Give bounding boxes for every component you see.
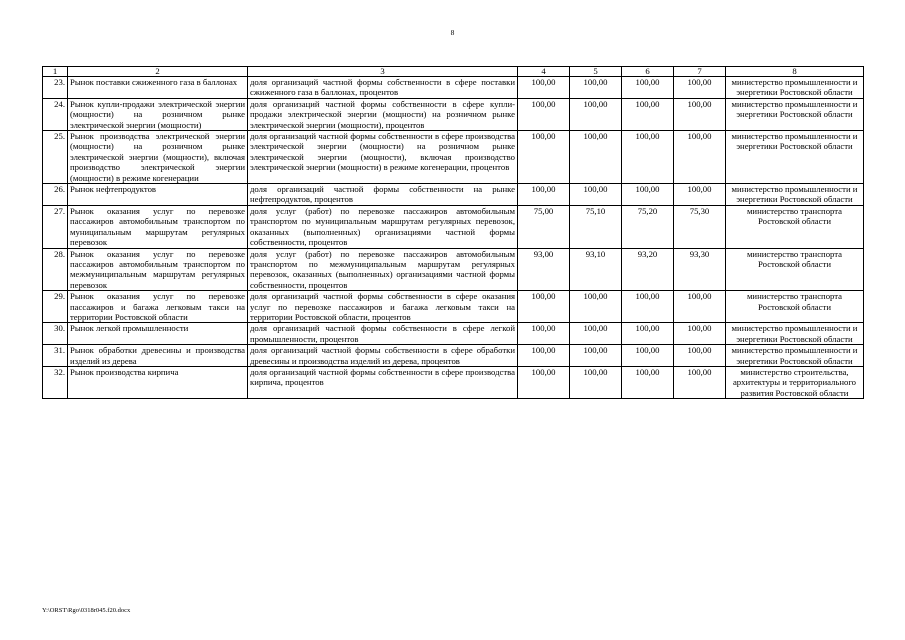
market-name: Рынок производства электрической энергии (мощности) на розничном рынке электрической энергии (мощности), включая производство электрической энергии (мощности) в режиме когенерации [68, 131, 248, 184]
header-cell-col-6: 6 [622, 67, 674, 77]
row-number: 25. [43, 131, 68, 184]
value-col-6: 100,00 [622, 323, 674, 345]
value-col-6: 93,20 [622, 248, 674, 291]
indicator-description: доля организаций частной формы собственности в сфере оказания услуг по перевозке пассажиров и багажа легковым такси на территории Ростовской области, процентов [248, 291, 518, 323]
value-col-6: 100,00 [622, 184, 674, 206]
value-col-7: 93,30 [674, 248, 726, 291]
value-col-7: 100,00 [674, 184, 726, 206]
header-cell-col-5: 5 [570, 67, 622, 77]
value-col-5: 100,00 [570, 323, 622, 345]
regulatory-table [42, 66, 864, 399]
row-number: 30. [43, 323, 68, 345]
value-col-7: 100,00 [674, 131, 726, 184]
value-col-7: 100,00 [674, 323, 726, 345]
market-name: Рынок купли-продажи электрической энергии (мощности) на розничном рынке электрической энергии (мощности) [68, 98, 248, 130]
value-col-5: 100,00 [570, 291, 622, 323]
value-col-5: 93,10 [570, 248, 622, 291]
value-col-4: 75,00 [518, 205, 570, 248]
responsible-ministry: министерство транспорта Ростовской области [726, 291, 864, 323]
value-col-4: 100,00 [518, 345, 570, 367]
row-number: 23. [43, 77, 68, 99]
indicator-description: доля услуг (работ) по перевозке пассажиров автомобильным транспортом по межмуниципальным маршрутам регулярных перевозок, оказанных (выполненных) организациями частной формы собственности, процентов [248, 248, 518, 291]
value-col-7: 100,00 [674, 98, 726, 130]
row-number: 28. [43, 248, 68, 291]
header-cell-col-4: 4 [518, 67, 570, 77]
value-col-5: 100,00 [570, 366, 622, 398]
value-col-7: 100,00 [674, 291, 726, 323]
header-cell-col-3: 3 [248, 67, 518, 77]
row-number: 29. [43, 291, 68, 323]
value-col-7: 100,00 [674, 345, 726, 367]
table-row [43, 323, 864, 345]
value-col-5: 100,00 [570, 98, 622, 130]
table-row [43, 205, 864, 248]
file-path-footer: Y:\ORST\Rgo\0318r045.f20.docx [42, 607, 131, 614]
indicator-description: доля организаций частной формы собственности на рынке нефтепродуктов, процентов [248, 184, 518, 206]
market-name: Рынок производства кирпича [68, 366, 248, 398]
page-number: 8 [450, 28, 455, 37]
table-row [43, 248, 864, 291]
value-col-4: 100,00 [518, 77, 570, 99]
value-col-6: 100,00 [622, 98, 674, 130]
table-row [43, 345, 864, 367]
value-col-6: 100,00 [622, 345, 674, 367]
value-col-5: 100,00 [570, 77, 622, 99]
table-header-row [43, 67, 864, 77]
responsible-ministry: министерство промышленности и энергетики Ростовской области [726, 345, 864, 367]
indicator-description: доля услуг (работ) по перевозке пассажиров автомобильным транспортом по муниципальным маршрутам регулярных перевозок, оказанных (выполненных) организациями частной формы собственности, процентов [248, 205, 518, 248]
responsible-ministry: министерство промышленности и энергетики Ростовской области [726, 184, 864, 206]
row-number: 31. [43, 345, 68, 367]
value-col-7: 100,00 [674, 77, 726, 99]
value-col-6: 100,00 [622, 131, 674, 184]
value-col-6: 100,00 [622, 366, 674, 398]
header-cell-col-7: 7 [674, 67, 726, 77]
table-row [43, 184, 864, 206]
value-col-4: 93,00 [518, 248, 570, 291]
indicator-description: доля организаций частной формы собственности в сфере производства кирпича, процентов [248, 366, 518, 398]
value-col-4: 100,00 [518, 98, 570, 130]
responsible-ministry: министерство строительства, архитектуры и территориального развития Ростовской области [726, 366, 864, 398]
value-col-7: 75,30 [674, 205, 726, 248]
market-name: Рынок нефтепродуктов [68, 184, 248, 206]
market-name: Рынок поставки сжиженного газа в баллонах [68, 77, 248, 99]
value-col-5: 100,00 [570, 131, 622, 184]
responsible-ministry: министерство промышленности и энергетики Ростовской области [726, 98, 864, 130]
table-row [43, 131, 864, 184]
value-col-4: 100,00 [518, 291, 570, 323]
responsible-ministry: министерство промышленности и энергетики Ростовской области [726, 77, 864, 99]
indicator-description: доля организаций частной формы собственности в сфере купли-продажи электрической энергии (мощности) на розничном рынке электрической энергии (мощности), процентов [248, 98, 518, 130]
header-cell-col-2: 2 [68, 67, 248, 77]
value-col-6: 75,20 [622, 205, 674, 248]
market-name: Рынок обработки древесины и производства изделий из дерева [68, 345, 248, 367]
value-col-6: 100,00 [622, 77, 674, 99]
table-row [43, 291, 864, 323]
row-number: 27. [43, 205, 68, 248]
responsible-ministry: министерство промышленности и энергетики Ростовской области [726, 131, 864, 184]
header-cell-col-8: 8 [726, 67, 864, 77]
value-col-6: 100,00 [622, 291, 674, 323]
responsible-ministry: министерство транспорта Ростовской области [726, 248, 864, 291]
value-col-5: 100,00 [570, 345, 622, 367]
value-col-4: 100,00 [518, 366, 570, 398]
table-row [43, 77, 864, 99]
responsible-ministry: министерство транспорта Ростовской области [726, 205, 864, 248]
value-col-5: 75,10 [570, 205, 622, 248]
header-cell-col-1: 1 [43, 67, 68, 77]
indicator-description: доля организаций частной формы собственности в сфере легкой промышленности, процентов [248, 323, 518, 345]
table-row [43, 98, 864, 130]
table-row [43, 366, 864, 398]
row-number: 24. [43, 98, 68, 130]
market-name: Рынок оказания услуг по перевозке пассажиров автомобильным транспортом по межмуниципальным маршрутам регулярных перевозок [68, 248, 248, 291]
row-number: 32. [43, 366, 68, 398]
indicator-description: доля организаций частной формы собственности в сфере производства электрической энергии (мощности) на розничном рынке электрической энергии (мощности), включая производство электрической энергии (мощности) в режиме когенерации, процентов [248, 131, 518, 184]
indicator-description: доля организаций частной формы собственности в сфере поставки сжиженного газа в баллонах, процентов [248, 77, 518, 99]
market-name: Рынок оказания услуг по перевозке пассажиров автомобильным транспортом по муниципальным маршрутам регулярных перевозок [68, 205, 248, 248]
indicator-description: доля организаций частной формы собственности в сфере обработки древесины и производства изделий из дерева, процентов [248, 345, 518, 367]
value-col-7: 100,00 [674, 366, 726, 398]
market-name: Рынок легкой промышленности [68, 323, 248, 345]
value-col-4: 100,00 [518, 131, 570, 184]
row-number: 26. [43, 184, 68, 206]
value-col-5: 100,00 [570, 184, 622, 206]
value-col-4: 100,00 [518, 323, 570, 345]
value-col-4: 100,00 [518, 184, 570, 206]
responsible-ministry: министерство промышленности и энергетики Ростовской области [726, 323, 864, 345]
market-name: Рынок оказания услуг по перевозке пассажиров и багажа легковым такси на территории Ростовской области [68, 291, 248, 323]
